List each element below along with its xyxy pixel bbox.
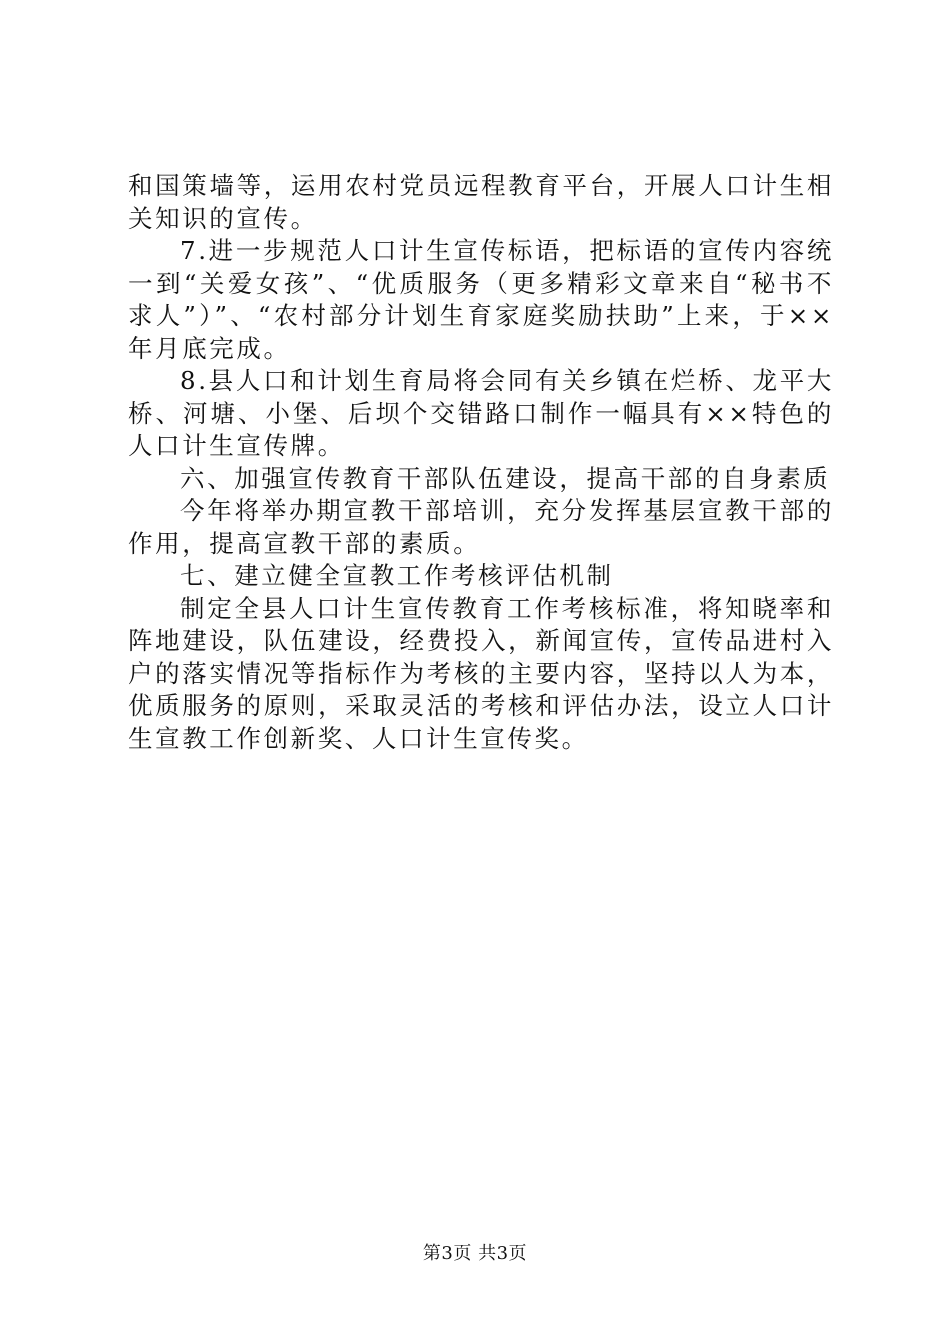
page-number-footer: 第3页 共3页	[422, 1243, 528, 1264]
paragraph-section-7: 制定全县人口计生宣传教育工作考核标准，将知晓率和阵地建设，队伍建设，经费投入，新闻宣传，宣传品进村入户的落实情况等指标作为考核的主要内容，坚持以人为本，优质服务的原则，采取灵活的考核和评估办法，设立人口计生宣教工作创新奖、人口计生宣传奖。	[128, 593, 834, 753]
paragraph-section-6: 今年将举办期宣教干部培训，充分发挥基层宣教干部的作用，提高宣教干部的素质。	[128, 496, 834, 558]
document-body	[128, 170, 834, 755]
section-heading-7: 七、建立健全宣教工作考核评估机制	[180, 561, 614, 590]
section-heading-6: 六、加强宣传教育干部队伍建设，提高干部的自身素质	[180, 463, 831, 493]
paragraph-item-7: 7.进一步规范人口计生宣传标语，把标语的宣传内容统一到“关爱女孩”、“优质服务（更多精彩文章来自“秘书不求人”）”、“农村部分计划生育家庭奖励扶助”上来，于××年月底完成。	[128, 236, 834, 363]
paragraph-item-8: 8.县人口和计划生育局将会同有关乡镇在烂桥、龙平大桥、河塘、小堡、后坝个交错路口制作一幅具有××特色的人口计生宣传牌。	[128, 366, 834, 460]
paragraph-continuation: 和国策墙等，运用农村党员远程教育平台，开展人口计生相关知识的宣传。	[128, 171, 834, 233]
